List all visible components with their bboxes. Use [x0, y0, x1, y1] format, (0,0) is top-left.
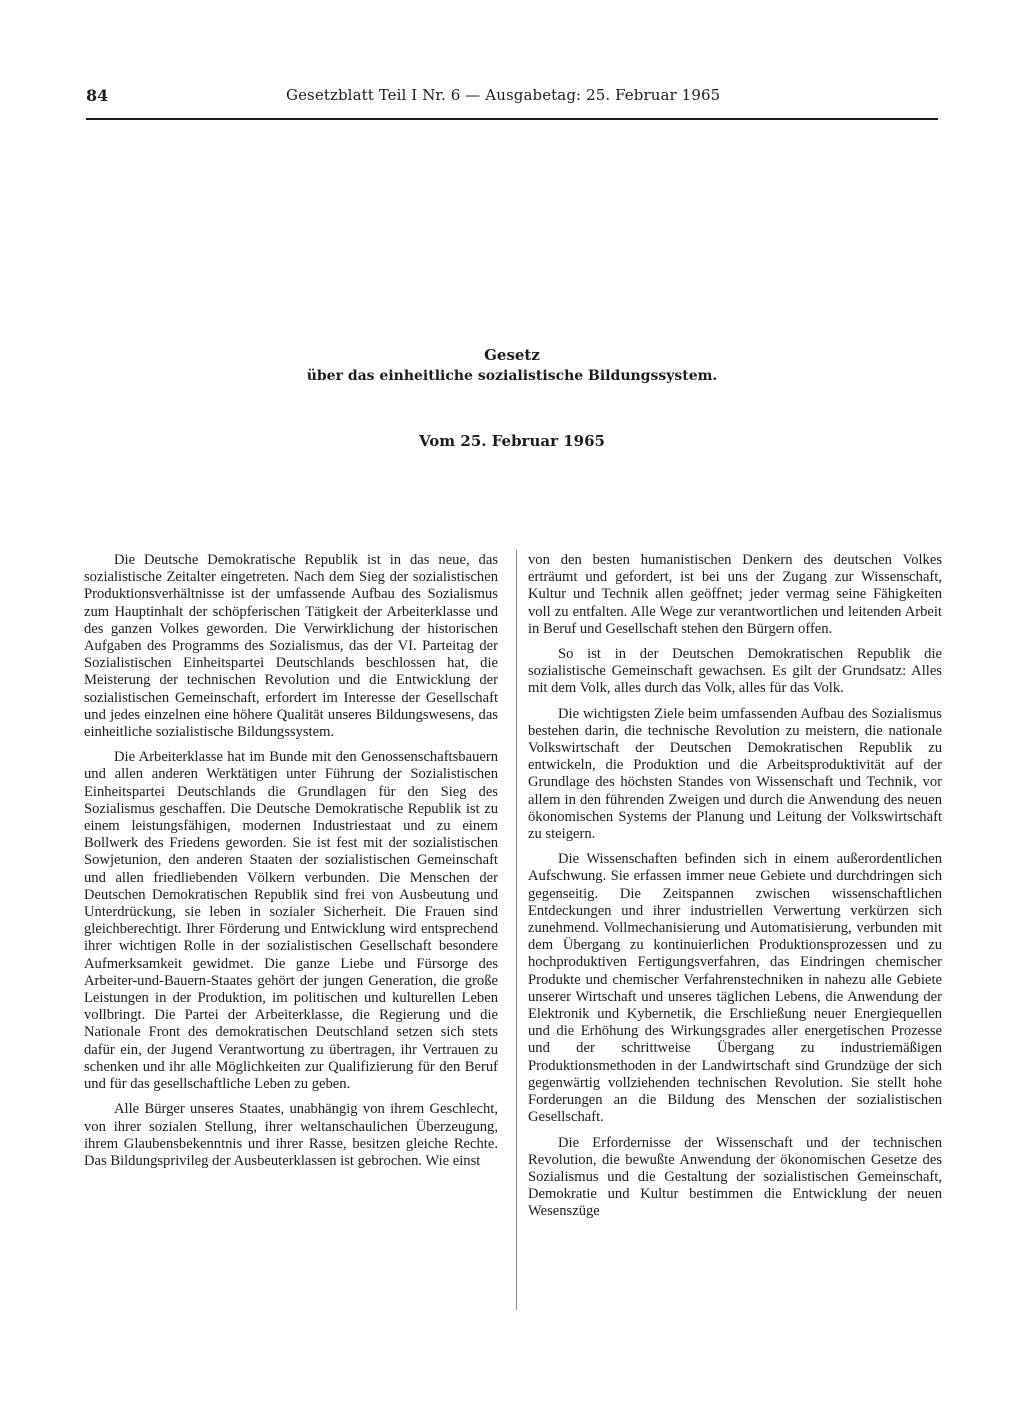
- paragraph: Die Arbeiterklasse hat im Bunde mit den Genossenschaftsbauern und allen anderen Werktätigen unter Führung der Sozialistischen Einheitspartei Deutschlands die Grundlagen für den Sieg des Sozialismus geschaffen. Die Deutsche Demokratische Republik ist zu einem leistungsfähigen, modernen Industriestaat und zu einem Bollwerk des Friedens geworden. Sie ist fest mit der sozialistischen Sowjetunion, den anderen Staaten der sozialistischen Gemeinschaft und allen friedliebenden Völkern verbunden. Die Menschen der Deutschen Demokratischen Republik sind frei von Ausbeutung und Unterdrückung, sie leben in sozialer Sicherheit. Die Frauen sind gleichberechtigt. Ihrer Förderung und Entwicklung wird entsprechend ihrer wichtigen Rolle in der sozialistischen Gesellschaft besondere Aufmerksamkeit gewidmet. Die ganze Liebe und Fürsorge des Arbeiter-und-Bauern-Staates gehört der jungen Generation, die große Leistungen in der Produktion, im politischen und kulturellen Leben vollbringt. Die Partei der Arbeiterklasse, die Regierung und die Nationale Front des demokratischen Deutschland setzen sich stets dafür ein, der Jugend Verantwortung zu übertragen, ihr Vertrauen zu schenken und ihr alle Möglichkeiten zur Qualifizierung für den Beruf und für das gesellschaftliche Leben zu geben.: [84, 749, 498, 1093]
- paragraph: Alle Bürger unseres Staates, unabhängig von ihrem Geschlecht, von ihrer sozialen Stellung, ihrer weltanschaulichen Überzeugung, ihrem Glaubensbekenntnis und ihrer Rasse, besitzen gleiche Rechte. Das Bildungsprivileg der Ausbeuterklassen ist gebrochen. Wie einst: [84, 1101, 498, 1169]
- law-subtitle: über das einheitliche sozialistische Bildungssystem.: [306, 368, 718, 384]
- gazette-header-title: Gesetzblatt Teil I Nr. 6 — Ausgabetag: 25. Februar 1965: [286, 86, 721, 104]
- header-rule: [86, 118, 938, 120]
- right-column: [528, 552, 942, 1229]
- law-title: Gesetz: [484, 346, 540, 364]
- paragraph: Die Erfordernisse der Wissenschaft und der technischen Revolution, die bewußte Anwendung der ökonomischen Gesetze des Sozialismus und die Gestaltung der sozialistischen Gemeinschaft, Demokratie und Kultur bestimmen die Entwicklung der neuen Wesenszüge: [528, 1134, 942, 1220]
- paragraph-continuation: von den besten humanistischen Denkern des deutschen Volkes erträumt und gefordert, ist bei uns der Zugang zur Wissenschaft, Kultur und Technik allen geöffnet; jeder vermag seine Fähigkeiten voll zu entfalten. Alle Wege zur verantwortlichen und leitenden Arbeit in Beruf und Gesellschaft stehen den Bürgern offen.: [528, 552, 942, 637]
- law-date: Vom 25. Februar 1965: [419, 432, 605, 450]
- paragraph: So ist in der Deutschen Demokratischen Republik die sozialistische Gemeinschaft gewachsen. Es gilt der Grundsatz: Alles mit dem Volk, alles durch das Volk, alles für das Volk.: [528, 646, 942, 697]
- paragraph: Die Wissenschaften befinden sich in einem außerordentlichen Aufschwung. Sie erfassen immer neue Gebiete und durchdringen sich gegenseitig. Die Zeitspannen zwischen wissenschaftlichen Entdeckungen und ihrer industriellen Verwertung verkürzen sich zunehmend. Vollmechanisierung und Automatisierung, verbunden mit dem Übergang zu kontinuierlichen Produktionsprozessen und zu hochproduktiven Fertigungsverfahren, das Eindringen chemischer Produkte und chemischer Verfahrenstechniken in nahezu alle Gebiete unserer Wirtschaft und unseres täglichen Lebens, die Anwendung der Elektronik und Kybernetik, die Erschließung neuer Energiequellen und die Erhöhung des Wirkungsgrades aller energetischen Prozesse und der schrittweise Übergang zu industriemäßigen Produktionsmethoden in der Landwirtschaft sind Grundzüge der sich gegenwärtig vollziehenden technischen Revolution. Sie stellt hohe Forderungen an die Bildung des Menschen der sozialistischen Gesellschaft.: [528, 851, 942, 1126]
- page-number: 84: [86, 86, 109, 105]
- column-divider: [516, 550, 517, 1310]
- left-column: [84, 552, 498, 1178]
- paragraph: Die wichtigsten Ziele beim umfassenden Aufbau des Sozialismus bestehen darin, die technische Revolution zu meistern, die nationale Volkswirtschaft der Deutschen Demokratischen Republik zu entwickeln, die Produktion und die Arbeitsproduktivität auf der Grundlage des höchsten Standes von Wissenschaft und Technik, vor allem in den führenden Zweigen und durch die Anwendung des neuen ökonomischen Systems der Planung und Leitung der Volkswirtschaft zu steigern.: [528, 705, 942, 843]
- page-header: [0, 86, 1024, 116]
- paragraph: Die Deutsche Demokratische Republik ist in das neue, das sozialistische Zeitalter eingetreten. Nach dem Sieg der sozialistischen Produktionsverhältnisse ist der umfassende Aufbau des Sozialismus zum Hauptinhalt der schöpferischen Tätigkeit der Arbeiterklasse und des ganzen Volkes geworden. Die Verwirklichung der historischen Aufgaben des Programms des Sozialismus, das der VI. Parteitag der Sozialistischen Einheitspartei Deutschlands beschlossen hat, die Meisterung der technischen Revolution und die Entwicklung der sozialistischen Gemeinschaft, erfordert im Interesse der Gesellschaft und jedes einzelnen eine höhere Qualität unseres Bildungswesens, das einheitliche sozialistische Bildungssystem.: [84, 552, 498, 741]
